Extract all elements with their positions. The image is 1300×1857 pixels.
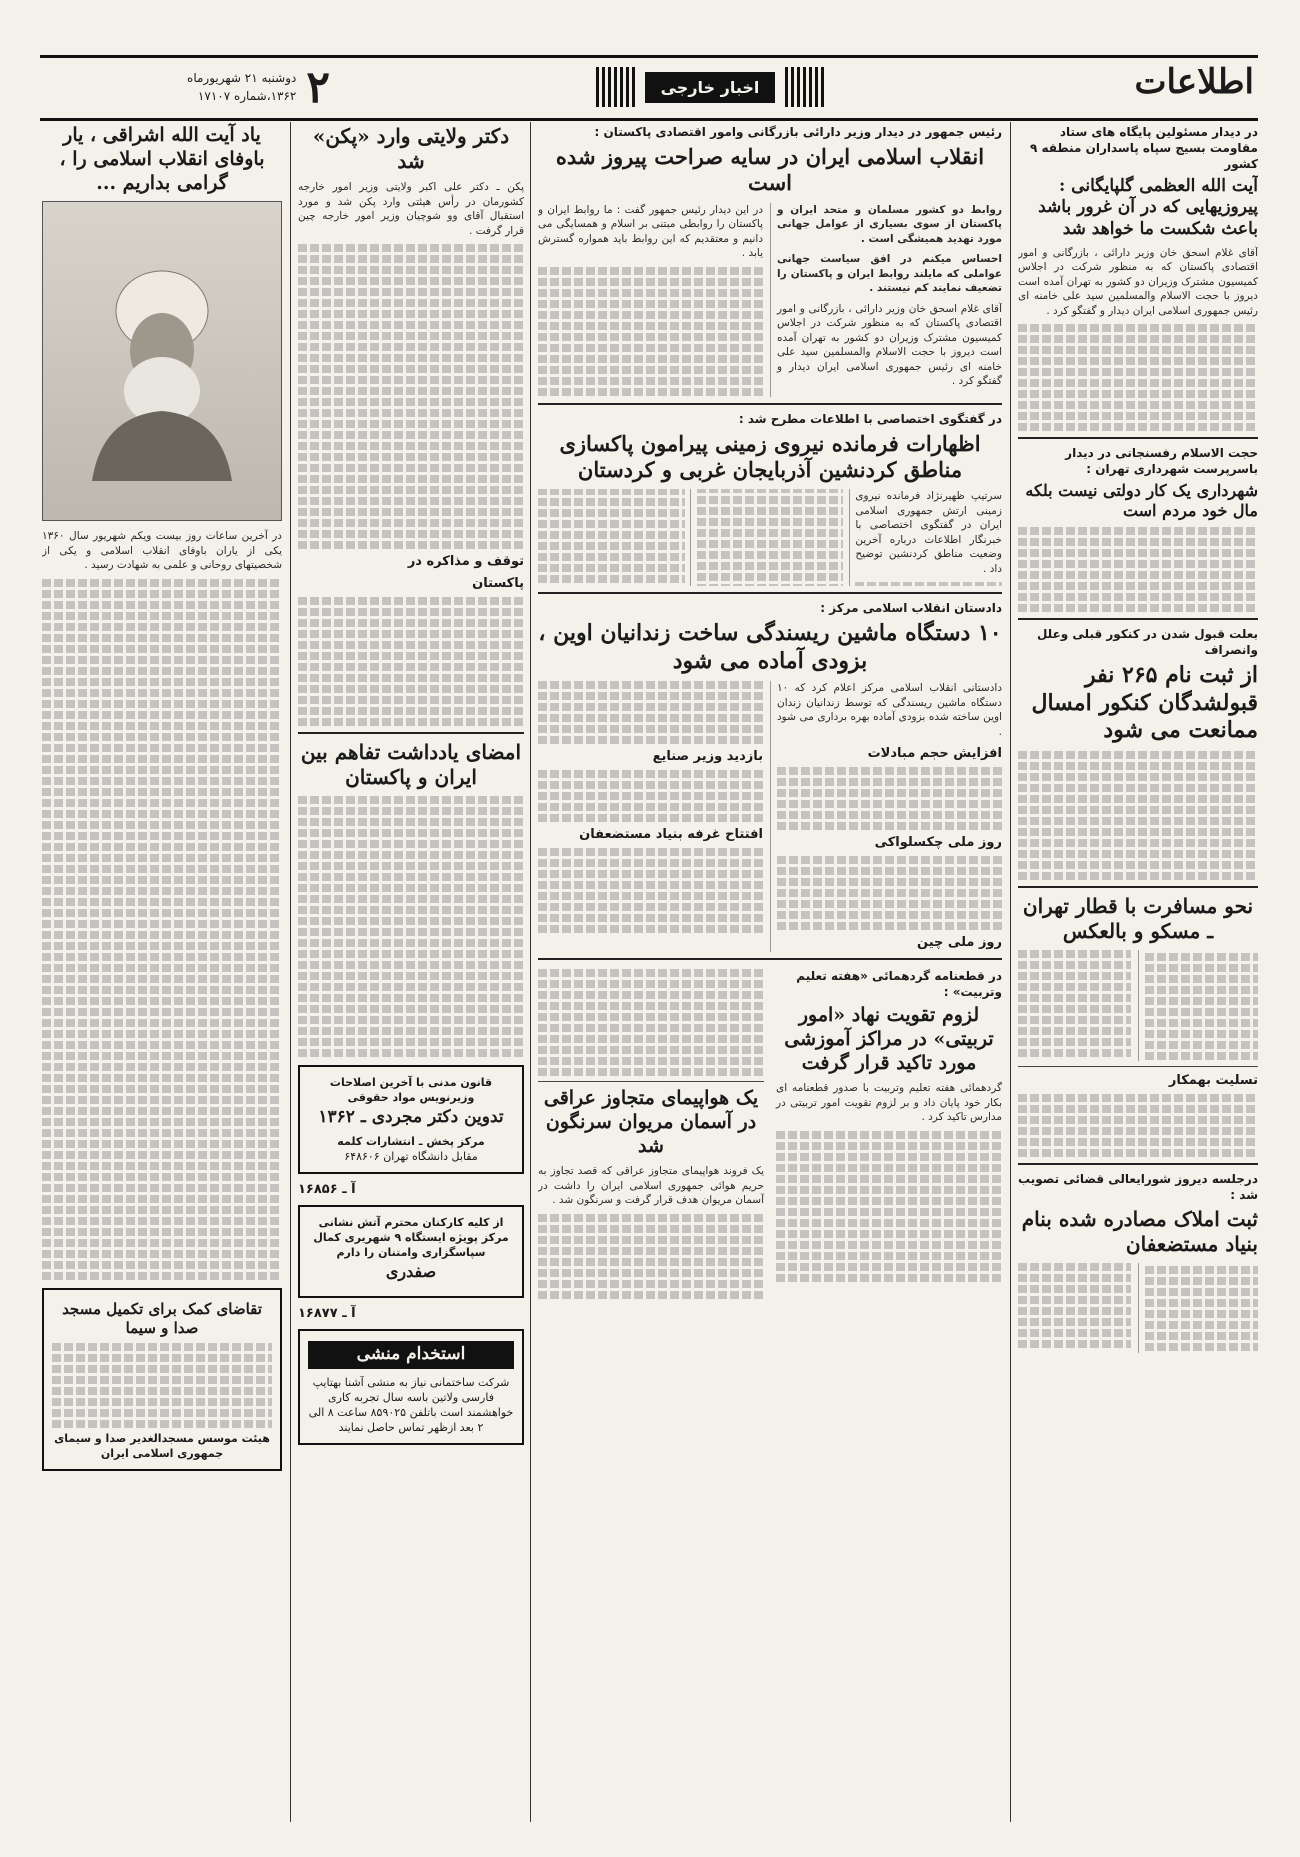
article-jet-downed — [538, 966, 764, 1302]
article-headline: نحو مسافرت با قطار تهران ـ مسکو و بالعکس — [1022, 893, 1254, 943]
appeal-signature: هیئت موسس مسجدالغدیر صدا و سیمای جمهوری اسلامی ایران — [54, 1432, 270, 1461]
issue-date — [96, 69, 296, 105]
article-body — [1018, 950, 1258, 1062]
article-kicker: رئیس جمهور در دیدار وزیر دارائی بازرگانی وامور اقتصادی پاکستان : — [594, 125, 1002, 139]
newspaper-logo: اطلاعات — [1134, 62, 1254, 102]
article-headline: اظهارات فرمانده نیروی زمینی پیرامون پاکسازی مناطق کردنشین آذربایجان غربی و کردستان — [559, 430, 981, 482]
article-headline: امضای یادداشت تفاهم بین ایران و پاکستان — [300, 740, 522, 789]
article-kicker: در گفتگوی اختصاصی با اطلاعات مطرح شد : — [738, 411, 1002, 426]
column-left — [42, 122, 282, 1827]
appeal-title: تقاضای کمک برای تکمیل مسجد صدا و سیما — [62, 1299, 262, 1337]
article-paragraph: پکن ـ دکتر علی اکبر ولایتی وزیر امور خارجه کشورمان در رأس هیئتی وارد پکن شد و مورد استقبال آقای وو شوچیان وزیر امور خارجه چین قرار گرفت . — [298, 181, 524, 237]
ad-number: آ ـ ۱۶۸۷۷ — [298, 1306, 356, 1322]
article-subheading: روز ملی چین — [917, 935, 1002, 950]
ad-title: قانون مدنی با آخرین اصلاحات وزیرنویس مواد حقوقی — [329, 1076, 493, 1104]
article-headline: آیت الله العظمی گلپایگانی : پیروزیهایی که در آن غرور باشد باعث شکست ما خواهد شد — [1038, 176, 1258, 239]
date-line-1: دوشنبه ۲۱ شهریورماه — [187, 71, 297, 85]
mosque-appeal-box — [42, 1288, 282, 1472]
column-divider — [1010, 122, 1011, 1822]
article-subheading: افتتاح غرفه بنیاد مستضعفان — [579, 827, 763, 842]
article-subheading: افزایش حجم مبادلات — [867, 746, 1002, 761]
section-title: اخبار خارجی — [645, 72, 776, 103]
ad-headline: تدوین دکتر مجردی ـ ۱۳۶۲ — [318, 1107, 504, 1127]
article-kicker: بعلت قبول شدن در کنکور قبلی وعلل وانصراف — [1036, 627, 1258, 658]
lower-center-block — [538, 966, 1002, 1302]
article-bullet: روابط دو کشور مسلمان و متحد ایران و پاکستان از سوی بسیاری از عوامل جهانی مورد تهدید همیشگی است . — [777, 203, 1002, 245]
notice-title: تسلیت بهمکار — [1168, 1073, 1258, 1089]
date-line-2: ۱۳۶۲،شماره ۱۷۱۰۷ — [197, 89, 297, 103]
article-body: آقای غلام اسحق خان وزیر دارائی ، بازرگانی و امور اقتصادی پاکستان که به منظور شرکت در اجلاس کمیسیون مشترک وزیران دو کشور به تهران آمده است دیروز با حجت الاسلام والمسلمین سید علی خامنه ای رئیس جمهوری اسلامی ایران دیدار و گفتگو کرد . — [1018, 246, 1258, 317]
ad-address: مقابل دانشگاه تهران ۶۴۸۶۰۶ — [344, 1150, 478, 1164]
masthead-date-block — [40, 61, 330, 113]
article-body — [538, 489, 1002, 586]
article-kicker: حجت الاسلام رفسنجانی در دیدار باسرپرست شهرداری تهران : — [1065, 446, 1258, 477]
masthead — [40, 55, 1258, 121]
ad-headline: استخدام منشی — [308, 1341, 514, 1368]
article-paragraph: دادستانی انقلاب اسلامی مرکز اعلام کرد که ۱۰ دستگاه ماشین ریسندگی که توسط زندانیان زندان اوین ساخته شده بزودی آماده بهره برداری می شود . — [777, 682, 1002, 738]
section-banner — [560, 64, 860, 110]
portrait-silhouette-icon — [82, 241, 242, 481]
article-subheading: بازدید وزیر صنایع — [652, 749, 763, 764]
article-paragraph: یک فروند هواپیمای متجاوز عراقی که قصد تجاوز به حریم هوائی جمهوری اسلامی ایران را داشت در آسمان مریوان هدف قرار گرفت و سرنگون شد . — [538, 1165, 764, 1207]
column-center — [538, 122, 1002, 1827]
article-kicker: در قطعنامه گردهمائی «هفته تعلیم وتربیت» : — [796, 969, 1002, 999]
article-headline: یک هواپیمای متجاوز عراقی در آسمان مریوان سرنگون شد — [543, 1087, 759, 1157]
article-headline: شهرداری یک کار دولتی نیست بلکه مال خود مردم است — [1025, 481, 1258, 521]
article-headline: یاد آیت الله اشراقی ، یار باوفای انقلاب اسلامی را ، گرامی بداریم ... — [59, 124, 265, 194]
page-number: ۲ — [306, 61, 330, 113]
column-center-left — [298, 122, 524, 1827]
book-advertisement — [298, 1065, 524, 1174]
article-bullet: احساس میکنم در افق سیاست جهانی عواملی که مایلند روابط ایران و پاکستان را تضعیف نمایند کم نیستند . — [777, 253, 1002, 294]
article-paragraph: گردهمائی هفته تعلیم وتربیت با صدور قطعنامه ای بکار خود پایان داد و بر لزوم تقویت امور تربیتی در مدارس تاکید کرد . — [776, 1082, 1002, 1124]
job-advertisement — [298, 1329, 524, 1444]
article-body — [538, 203, 1002, 397]
article-headline: دکتر ولایتی وارد «پکن» شد — [312, 124, 510, 173]
thanks-advertisement — [298, 1205, 524, 1298]
article-kicker: دادستان انقلاب اسلامی مرکز : — [820, 601, 1002, 615]
column-divider — [290, 122, 291, 1822]
article-headline: از ثبت نام ۲۶۵ نفر قبولشدگان کنکور امسال ممانعت می شود — [1031, 662, 1258, 744]
article-paragraph: سرتیپ ظهیرنژاد فرمانده نیروی زمینی ارتش جمهوری اسلامی ایران در گفتگوی اختصاصی با خبرنگار اطلاعات درباره آخرین وضعیت مناطق کردنشین توضیح داد . — [855, 490, 1002, 575]
ad-signature: صفدری — [385, 1262, 437, 1282]
article-body — [1018, 1263, 1258, 1353]
bar-ornament-right — [596, 67, 635, 107]
article-education — [776, 966, 1002, 1302]
ad-text: شرکت ساختمانی نیاز به منشی آشنا بهتایپ فارسی ولاتین باسه سال تجربه کاری خواهشمند است باتلفن ۸۵۹۰۲۵ ساعت ۸ الی ۲ بعد ازظهر تماس حاصل نمایند — [308, 1375, 514, 1434]
article-subheading: روز ملی چکسلواکی — [874, 835, 1002, 850]
article-body — [538, 681, 1002, 952]
article-headline: ۱۰ دستگاه ماشین ریسندگی ساخت زندانیان اوین ، بزودی آماده می شود — [538, 620, 1002, 674]
article-paragraph: در این دیدار رئیس جمهور گفت : ما روابط ایران و پاکستان را روابطی مبتنی بر اسلام و همسایگی می دانیم و معتقدیم که این روابط باید همواره گسترش یابد . — [538, 203, 763, 259]
ad-publisher: مرکز پخش ـ انتشارات کلمه — [337, 1135, 485, 1149]
article-headline: انقلاب اسلامی ایران در سایه صراحت پیروز شده است — [555, 144, 985, 196]
article-paragraph: در آخرین ساعات روز بیست ویکم شهریور سال ۱۳۶۰ یکی از یاران باوفای انقلاب اسلامی و یکی از شخصیتهای روحانی و علمی به شهادت رسید . — [42, 530, 282, 572]
column-divider — [530, 122, 531, 1822]
ad-number: آ ـ ۱۶۸۵۶ — [298, 1182, 356, 1198]
article-kicker: در دیدار مسئولین پایگاه های ستاد مقاومت بسیج سپاه پاسداران منطقه ۹ کشور — [1030, 125, 1258, 171]
article-headline: لزوم تقویت نهاد «امور تربیتی» در مراکز آموزشی مورد تاکید قرار گرفت — [784, 1004, 994, 1074]
article-kicker: درجلسه دیروز شورایعالی قضائی تصویب شد : — [1018, 1172, 1258, 1203]
bar-ornament-left — [785, 67, 824, 107]
article-subheading: پاکستان — [472, 576, 524, 591]
article-paragraph: آقای غلام اسحق خان وزیر دارائی ، بازرگانی و امور اقتصادی پاکستان که به منظور شرکت در اجلاس کمیسیون مشترک وزیران دو کشور به تهران آمده است دیروز با حجت الاسلام والمسلمین سید علی خامنه ای رئیس جمهوری اسلامی ایران دیدار و گفتگو کرد . — [777, 302, 1002, 387]
ad-text: از کلیه کارکنان محترم آتش نشانی مرکز پویژه ایستگاه ۹ شهریری کمال سپاسگزاری وامتنان را دارم — [313, 1216, 509, 1260]
article-headline: ثبت املاک مصادره شده بنام بنیاد مستضعفان — [1021, 1207, 1258, 1257]
cleric-portrait-photo — [42, 201, 282, 521]
article-subheading: توقف و مذاکره در — [407, 554, 524, 569]
column-right — [1018, 122, 1258, 1827]
